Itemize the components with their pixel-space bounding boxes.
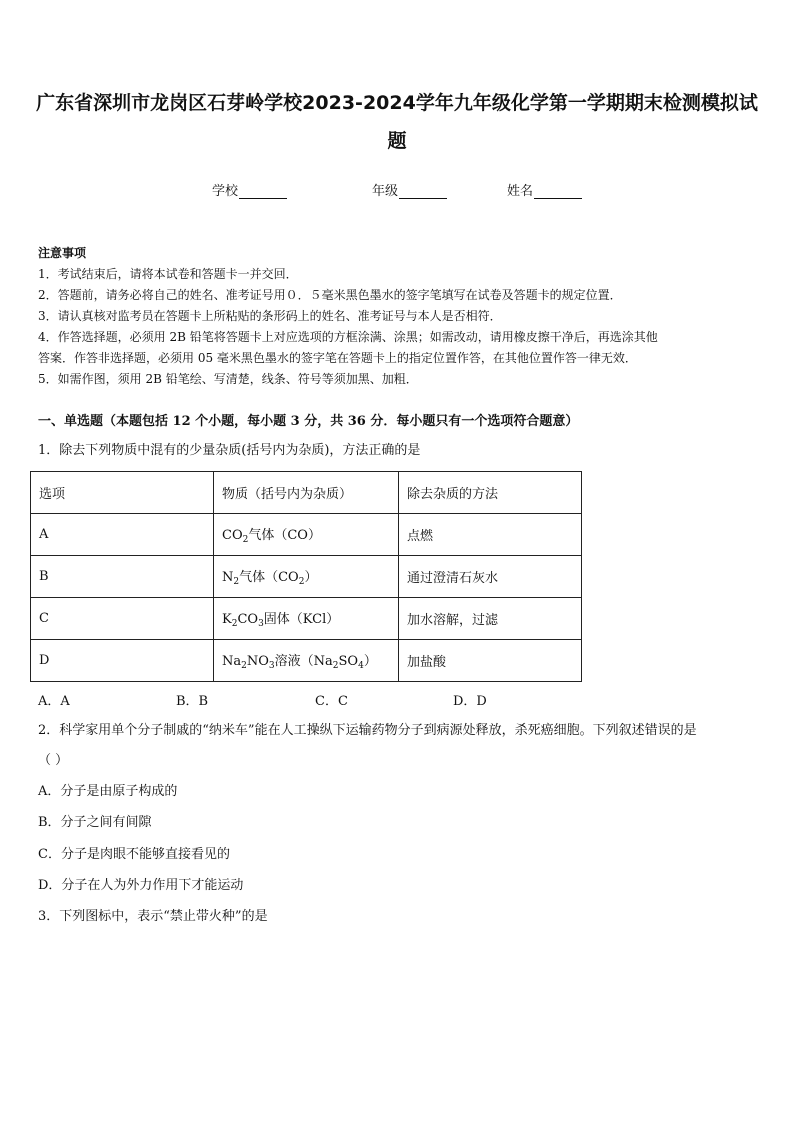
q2-option-c[interactable]: C．分子是肉眼不能够直接看见的 — [38, 847, 230, 862]
q2-stem-line1: 2．科学家用单个分子制戚的“纳米车”能在人工操纵下运输药物分子到病源处释放，杀死癌细胞。下列叙述错误的是 — [38, 723, 697, 738]
table-row — [31, 640, 582, 682]
substance-cell: $CO_2$气体（CO） — [214, 514, 399, 556]
option-cell: C — [31, 598, 214, 640]
notes-heading: 注意事项 — [38, 246, 87, 260]
q1-table — [30, 471, 582, 682]
method-cell: 点燃 — [399, 514, 582, 556]
note-item: 4．作答选择题，必须用 2B 铅笔将答题卡上对应选项的方框涂满、涂黑；如需改动，请用橡皮擦干净后，再选涂其他 — [38, 330, 658, 344]
name-label: 姓名 — [507, 184, 534, 199]
grade-blank — [399, 184, 447, 199]
name-field — [507, 180, 582, 199]
choice-a[interactable]: A．A — [38, 694, 70, 709]
choice-d[interactable]: D．D — [453, 694, 487, 709]
grade-field — [372, 180, 447, 199]
header-cell: 物质（括号内为杂质） — [214, 472, 399, 514]
table-row — [31, 598, 582, 640]
q3-stem: 3．下列图标中，表示“禁止带火种”的是 — [38, 909, 268, 924]
q2-option-a[interactable]: A．分子是由原子构成的 — [38, 784, 178, 799]
table-header-row — [31, 472, 582, 514]
school-field — [212, 180, 287, 199]
note-item: 3．请认真核对监考员在答题卡上所粘贴的条形码上的姓名、准考证号与本人是否相符． — [38, 309, 502, 323]
table-row — [31, 514, 582, 556]
q2-stem-line2: （ ） — [38, 753, 69, 768]
student-info-row — [0, 180, 794, 200]
school-blank — [239, 184, 287, 199]
option-cell: B — [31, 556, 214, 598]
option-cell: D — [31, 640, 214, 682]
name-blank — [534, 184, 582, 199]
note-item: 1．考试结束后，请将本试卷和答题卡一并交回． — [38, 267, 298, 281]
q2-option-b[interactable]: B．分子之间有间隙 — [38, 815, 152, 830]
substance-cell: $Na_2NO_3$溶液$(Na_2SO_4)$ — [214, 640, 399, 682]
exam-title: 广东省深圳市龙岗区石芽岭学校2023-2024学年九年级化学第一学期期末检测模拟试题 — [36, 92, 758, 152]
method-cell: 通过澄清石灰水 — [399, 556, 582, 598]
substance-cell: $K_2CO_3$固体（KCl） — [214, 598, 399, 640]
section-title: 一、单选题（本题包括 12 个小题，每小题 3 分，共 36 分．每小题只有一个选项符合题意） — [38, 414, 579, 429]
header-cell: 除去杂质的方法 — [399, 472, 582, 514]
q2-option-d[interactable]: D．分子在人为外力作用下才能运动 — [38, 878, 244, 893]
notes-block — [38, 243, 758, 390]
note-item: 2．答题前，请务必将自己的姓名、准考证号用０．５毫米黑色墨水的签字笔填写在试卷及答题卡的规定位置． — [38, 288, 622, 302]
choice-c[interactable]: C．C — [315, 694, 348, 709]
grade-label: 年级 — [372, 184, 399, 199]
school-label: 学校 — [212, 184, 239, 199]
note-item: 答案．作答非选择题，必须用 05 毫米黑色墨水的签字笔在答题卡上的指定位置作答，在其他位置作答一律无效． — [38, 351, 637, 365]
method-cell: 加水溶解，过滤 — [399, 598, 582, 640]
header-cell: 选项 — [31, 472, 214, 514]
choice-b[interactable]: B．B — [176, 694, 209, 709]
table-row — [31, 556, 582, 598]
substance-cell: $N_2$气体$(CO_2)$ — [214, 556, 399, 598]
note-item: 5．如需作图，须用 2B 铅笔绘、写清楚，线条、符号等须加黑、加粗． — [38, 372, 418, 386]
option-cell: A — [31, 514, 214, 556]
method-cell: 加盐酸 — [399, 640, 582, 682]
q1-stem: 1．除去下列物质中混有的少量杂质(括号内为杂质)，方法正确的是 — [38, 443, 421, 458]
